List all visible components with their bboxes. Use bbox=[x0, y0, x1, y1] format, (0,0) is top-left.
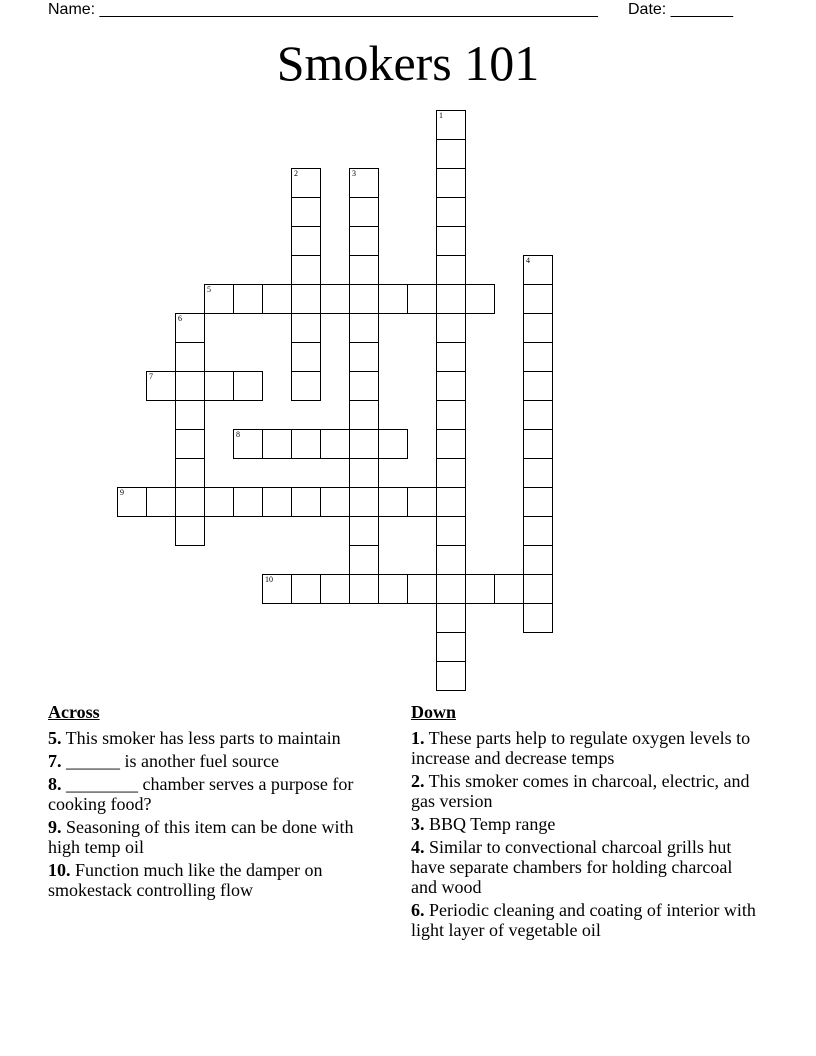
grid-cell[interactable] bbox=[291, 284, 321, 314]
across-heading: Across bbox=[48, 702, 100, 722]
grid-cell[interactable] bbox=[436, 632, 466, 662]
grid-cell[interactable] bbox=[378, 574, 408, 604]
grid-cell[interactable] bbox=[349, 545, 379, 575]
clue-text: Similar to convectional charcoal grills hut have separate chambers for holding charcoal and wood bbox=[411, 837, 733, 897]
grid-cell[interactable] bbox=[523, 284, 553, 314]
grid-cell[interactable] bbox=[349, 574, 379, 604]
grid-cell[interactable] bbox=[465, 574, 495, 604]
grid-cell[interactable] bbox=[407, 574, 437, 604]
clue-across-5 bbox=[48, 728, 388, 748]
grid-cell[interactable] bbox=[204, 371, 234, 401]
grid-cell[interactable] bbox=[291, 226, 321, 256]
clue-across-10 bbox=[48, 860, 388, 900]
grid-cell[interactable] bbox=[349, 487, 379, 517]
clue-number-label: 4 bbox=[526, 256, 530, 265]
grid-cell[interactable] bbox=[436, 400, 466, 430]
grid-cell[interactable] bbox=[436, 342, 466, 372]
grid-cell[interactable] bbox=[436, 226, 466, 256]
grid-cell[interactable] bbox=[349, 313, 379, 343]
grid-cell[interactable] bbox=[320, 284, 350, 314]
clue-number-label: 8 bbox=[236, 430, 240, 439]
clue-number-label: 10 bbox=[265, 575, 273, 584]
grid-cell[interactable] bbox=[349, 342, 379, 372]
clue-number-label: 6 bbox=[178, 314, 182, 323]
date-field[interactable]: Date: _______ bbox=[628, 1, 733, 18]
grid-cell[interactable] bbox=[349, 371, 379, 401]
grid-cell[interactable] bbox=[523, 313, 553, 343]
clue-across-7 bbox=[48, 751, 388, 771]
grid-cell[interactable] bbox=[523, 255, 553, 285]
grid-cell[interactable] bbox=[378, 487, 408, 517]
grid-cell[interactable] bbox=[349, 400, 379, 430]
grid-cell[interactable] bbox=[291, 255, 321, 285]
grid-cell[interactable] bbox=[291, 429, 321, 459]
clue-number-label: 5 bbox=[207, 285, 211, 294]
clue-across-9 bbox=[48, 817, 388, 857]
grid-cell[interactable] bbox=[436, 545, 466, 575]
grid-cell[interactable] bbox=[204, 284, 234, 314]
grid-cell[interactable] bbox=[291, 168, 321, 198]
clue-number: 3. bbox=[411, 814, 425, 834]
grid-cell[interactable] bbox=[349, 168, 379, 198]
grid-cell[interactable] bbox=[175, 429, 205, 459]
clue-text: ________ chamber serves a purpose for cooking food? bbox=[48, 774, 354, 814]
clue-number: 7. bbox=[48, 751, 62, 771]
grid-cell[interactable] bbox=[436, 661, 466, 691]
clue-number: 1. bbox=[411, 728, 425, 748]
grid-cell[interactable] bbox=[320, 487, 350, 517]
clue-text: BBQ Temp range bbox=[424, 814, 556, 834]
clue-text: This smoker comes in charcoal, electric, and gas version bbox=[411, 771, 750, 811]
grid-cell[interactable] bbox=[320, 429, 350, 459]
grid-cell[interactable] bbox=[291, 371, 321, 401]
clue-text: This smoker has less parts to maintain bbox=[61, 728, 341, 748]
grid-cell[interactable] bbox=[291, 342, 321, 372]
clue-text: Seasoning of this item can be done with high temp oil bbox=[48, 817, 354, 857]
grid-cell[interactable] bbox=[175, 516, 205, 546]
clue-number: 9. bbox=[48, 817, 62, 837]
down-clues bbox=[411, 702, 756, 943]
grid-cell[interactable] bbox=[523, 371, 553, 401]
grid-cell[interactable] bbox=[378, 284, 408, 314]
grid-cell[interactable] bbox=[378, 429, 408, 459]
grid-cell[interactable] bbox=[436, 487, 466, 517]
grid-cell[interactable] bbox=[117, 487, 147, 517]
grid-cell[interactable] bbox=[523, 458, 553, 488]
clue-number: 6. bbox=[411, 900, 425, 920]
grid-cell[interactable] bbox=[407, 284, 437, 314]
grid-cell[interactable] bbox=[146, 371, 176, 401]
clue-number-label: 3 bbox=[352, 169, 356, 178]
grid-cell[interactable] bbox=[436, 313, 466, 343]
grid-cell[interactable] bbox=[494, 574, 524, 604]
grid-cell[interactable] bbox=[175, 342, 205, 372]
grid-cell[interactable] bbox=[436, 371, 466, 401]
grid-cell[interactable] bbox=[436, 516, 466, 546]
grid-cell[interactable] bbox=[175, 458, 205, 488]
clue-text: Periodic cleaning and coating of interior with light layer of vegetable oil bbox=[411, 900, 756, 940]
down-heading: Down bbox=[411, 702, 457, 722]
clue-number-label: 9 bbox=[120, 488, 124, 497]
grid-cell[interactable] bbox=[523, 574, 553, 604]
grid-cell[interactable] bbox=[523, 342, 553, 372]
grid-cell[interactable] bbox=[175, 371, 205, 401]
clue-down-3 bbox=[411, 814, 756, 834]
grid-cell[interactable] bbox=[436, 197, 466, 227]
grid-cell[interactable] bbox=[204, 487, 234, 517]
grid-cell[interactable] bbox=[349, 197, 379, 227]
clue-down-6 bbox=[411, 900, 756, 940]
grid-cell[interactable] bbox=[291, 487, 321, 517]
clue-number: 8. bbox=[48, 774, 62, 794]
grid-cell[interactable] bbox=[523, 603, 553, 633]
grid-cell[interactable] bbox=[175, 487, 205, 517]
grid-cell[interactable] bbox=[436, 603, 466, 633]
grid-cell[interactable] bbox=[523, 487, 553, 517]
grid-cell[interactable] bbox=[175, 400, 205, 430]
grid-cell[interactable] bbox=[349, 226, 379, 256]
grid-cell[interactable] bbox=[436, 110, 466, 140]
grid-cell[interactable] bbox=[175, 313, 205, 343]
grid-cell[interactable] bbox=[291, 313, 321, 343]
grid-cell[interactable] bbox=[349, 458, 379, 488]
grid-cell[interactable] bbox=[349, 255, 379, 285]
grid-cell[interactable] bbox=[320, 574, 350, 604]
grid-cell[interactable] bbox=[436, 574, 466, 604]
grid-cell[interactable] bbox=[233, 487, 263, 517]
grid-cell[interactable] bbox=[523, 429, 553, 459]
grid-cell[interactable] bbox=[436, 255, 466, 285]
grid-cell[interactable] bbox=[349, 516, 379, 546]
clue-number: 4. bbox=[411, 837, 425, 857]
grid-cell[interactable] bbox=[349, 284, 379, 314]
clue-down-4 bbox=[411, 837, 756, 897]
grid-cell[interactable] bbox=[436, 139, 466, 169]
clue-number-label: 1 bbox=[439, 111, 443, 120]
clue-number-label: 7 bbox=[149, 372, 153, 381]
clue-number: 2. bbox=[411, 771, 425, 791]
grid-cell[interactable] bbox=[523, 400, 553, 430]
grid-cell[interactable] bbox=[262, 284, 292, 314]
clue-text: These parts help to regulate oxygen levels to increase and decrease temps bbox=[411, 728, 751, 768]
grid-cell[interactable] bbox=[523, 516, 553, 546]
grid-cell[interactable] bbox=[349, 429, 379, 459]
page-title: Smokers 101 bbox=[276, 35, 540, 91]
grid-cell[interactable] bbox=[291, 574, 321, 604]
clue-down-2 bbox=[411, 771, 756, 811]
grid-cell[interactable] bbox=[436, 168, 466, 198]
across-clues bbox=[48, 702, 388, 903]
grid-cell[interactable] bbox=[436, 284, 466, 314]
grid-cell[interactable] bbox=[262, 429, 292, 459]
grid-cell[interactable] bbox=[233, 284, 263, 314]
grid-cell[interactable] bbox=[523, 545, 553, 575]
grid-cell[interactable] bbox=[436, 429, 466, 459]
grid-cell[interactable] bbox=[146, 487, 176, 517]
clue-number: 10. bbox=[48, 860, 71, 880]
grid-cell[interactable] bbox=[465, 284, 495, 314]
clue-text: Function much like the damper on smokestack controlling flow bbox=[48, 860, 323, 900]
grid-cell[interactable] bbox=[291, 197, 321, 227]
grid-cell[interactable] bbox=[233, 429, 263, 459]
clue-number: 5. bbox=[48, 728, 62, 748]
grid-cell[interactable] bbox=[436, 458, 466, 488]
clue-number-label: 2 bbox=[294, 169, 298, 178]
grid-cell[interactable] bbox=[262, 574, 292, 604]
clue-down-1 bbox=[411, 728, 756, 768]
grid-cell[interactable] bbox=[407, 487, 437, 517]
name-field[interactable]: Name: ________________________________________________________ bbox=[48, 1, 598, 18]
grid-cell[interactable] bbox=[233, 371, 263, 401]
clue-text: ______ is another fuel source bbox=[61, 751, 279, 771]
grid-cell[interactable] bbox=[262, 487, 292, 517]
clue-across-8 bbox=[48, 774, 388, 814]
